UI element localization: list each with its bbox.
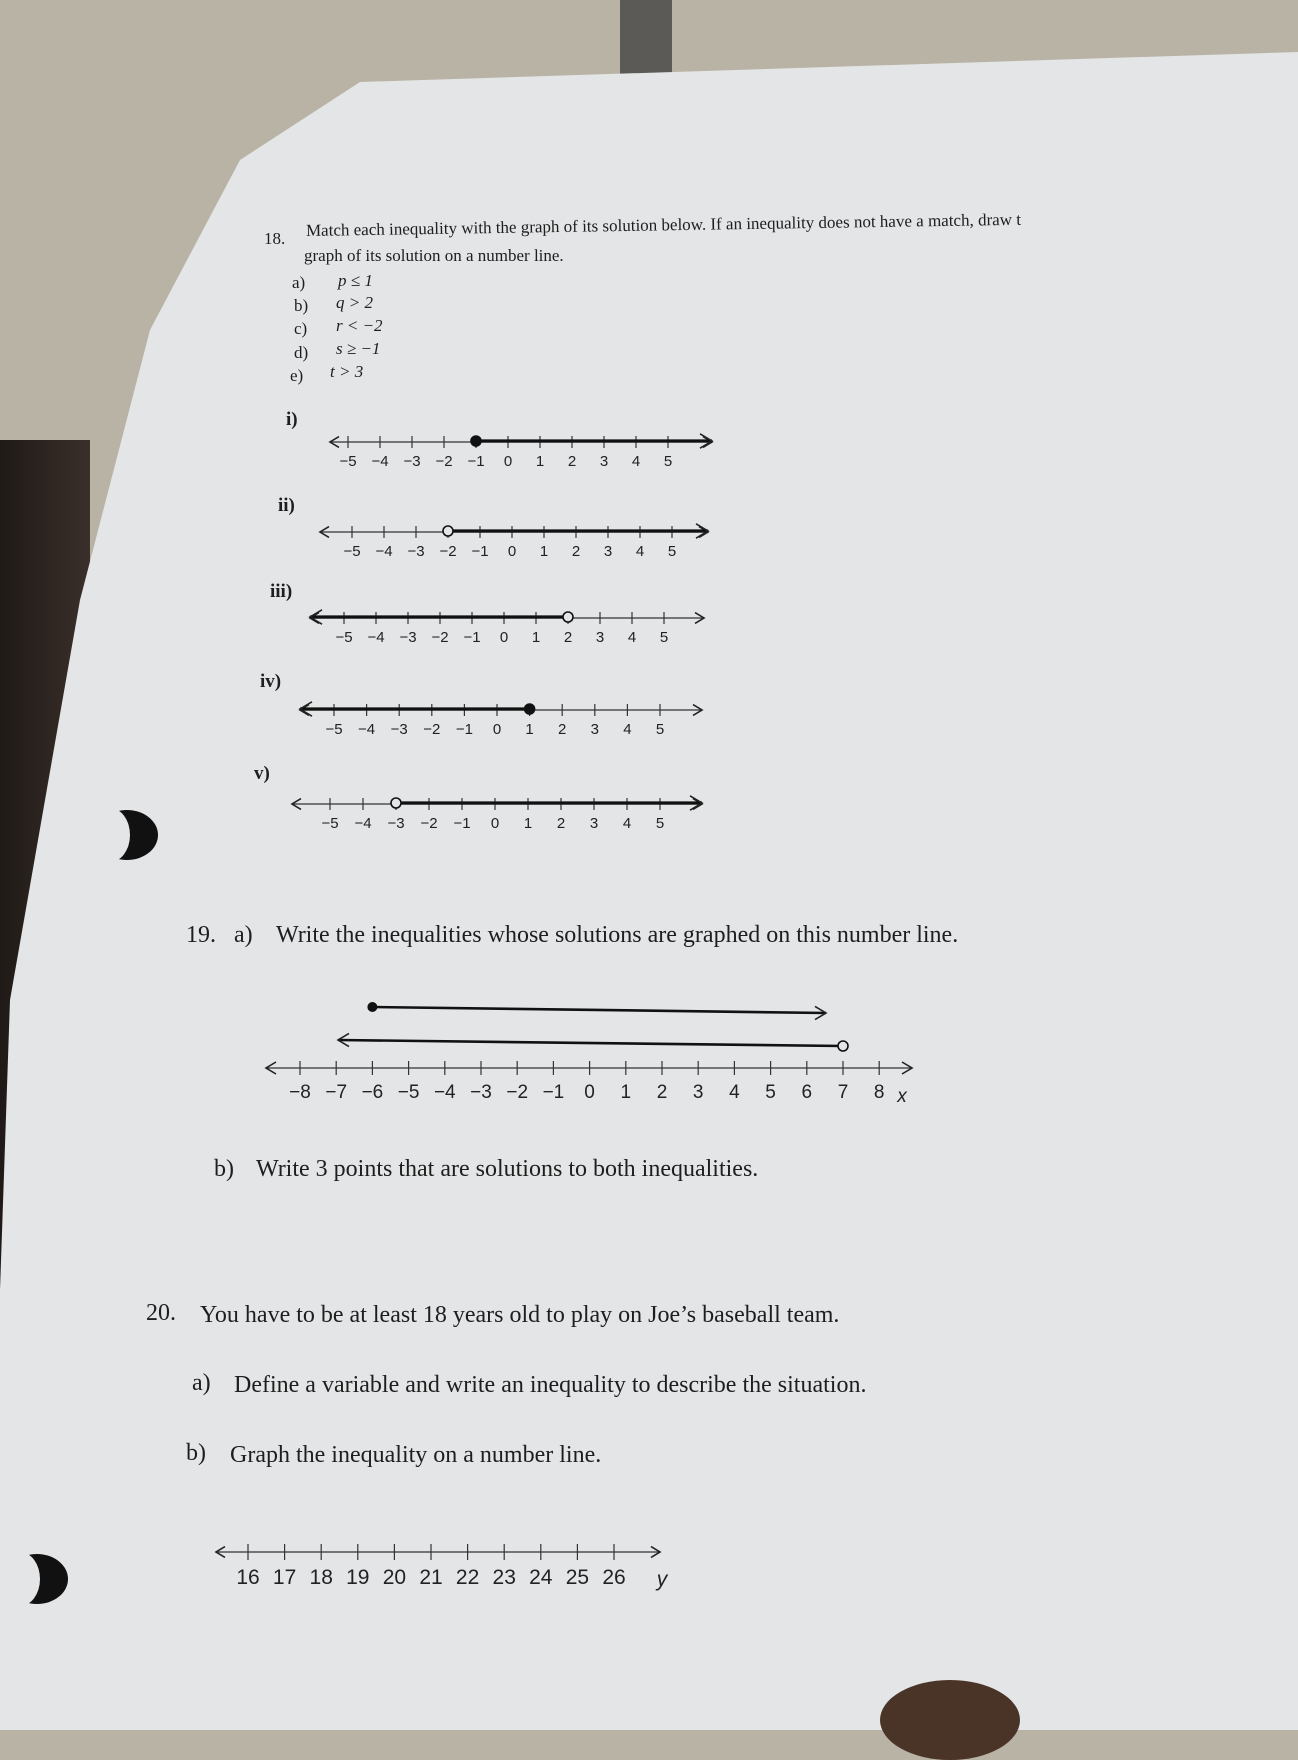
tick-label: 1 [535, 453, 545, 470]
tick-label: −5 [397, 1082, 420, 1103]
tick-label: 4 [623, 721, 632, 738]
tick-label: 3 [603, 543, 613, 560]
binder-hole-bottom [6, 1554, 68, 1604]
axis-variable: x [897, 1086, 907, 1107]
tick-label: 5 [655, 721, 665, 738]
tick-label: −3 [407, 543, 425, 560]
tick-label: 1 [531, 629, 541, 646]
tick-label: 1 [539, 543, 549, 560]
tick-label: −5 [325, 721, 343, 738]
tick-label: 0 [507, 543, 517, 560]
tick-label: −2 [439, 543, 457, 560]
q20-part-a-text: Define a variable and write an inequality to describe the situation. [234, 1372, 867, 1398]
item-expression: r < −2 [336, 316, 383, 335]
tick-label: 0 [490, 815, 500, 832]
graph-label-iii: iii) [270, 581, 293, 602]
item-label: e) [290, 366, 304, 385]
tick-label: −2 [506, 1082, 529, 1103]
number-line-iv [0, 688, 760, 748]
tick-label: 6 [801, 1082, 813, 1103]
tick-label: −4 [433, 1082, 456, 1103]
tick-label: −2 [431, 629, 449, 646]
tick-label: 22 [455, 1566, 480, 1589]
tick-label: 2 [563, 629, 573, 646]
tick-label: −4 [354, 815, 372, 832]
tick-label: −1 [453, 815, 471, 832]
tick-label: 2 [567, 453, 577, 470]
tick-label: 3 [589, 815, 599, 832]
q19-part-b-text: Write 3 points that are solutions to both inequalities. [256, 1156, 759, 1182]
q19-part-b-label: b) [214, 1156, 234, 1182]
tick-label: 5 [667, 543, 677, 560]
binder-hole-top [96, 810, 158, 860]
tick-label: 16 [236, 1566, 260, 1589]
tick-label: 3 [692, 1082, 704, 1103]
tick-label: −5 [321, 815, 339, 832]
tick-label: 24 [529, 1566, 553, 1589]
q18-number: 18. [264, 229, 286, 248]
q18-prompt-line2: graph of its solution on a number line. [304, 246, 564, 265]
tick-label: 4 [729, 1082, 740, 1103]
tick-label: 2 [656, 1082, 668, 1103]
tick-label: 8 [873, 1082, 885, 1103]
tick-label: 7 [837, 1082, 849, 1103]
q20-number: 20. [146, 1300, 176, 1326]
tick-label: −1 [455, 721, 473, 738]
tick-label: −5 [343, 543, 361, 560]
tick-label: 4 [627, 629, 637, 646]
item-label: b) [294, 296, 309, 315]
open-point [443, 526, 453, 536]
closed-point [367, 1002, 377, 1012]
tick-label: 2 [571, 543, 581, 560]
tick-label: −2 [420, 815, 438, 832]
tick-label: 0 [584, 1082, 595, 1103]
item-expression: q > 2 [336, 293, 373, 312]
item-label: a) [292, 273, 306, 292]
graph-label-iv: iv) [260, 671, 282, 692]
tick-label: −3 [387, 815, 405, 832]
tick-label: −1 [542, 1082, 565, 1103]
closed-point [471, 436, 481, 446]
number-line-ii [0, 510, 760, 570]
number-line-iii [0, 596, 760, 656]
tick-label: 5 [663, 453, 673, 470]
tick-label: 0 [503, 453, 513, 470]
tick-label: −1 [471, 543, 489, 560]
tick-label: −4 [367, 629, 385, 646]
tick-label: 1 [620, 1082, 632, 1103]
item-expression: t > 3 [330, 362, 364, 381]
graph-label-v: v) [254, 763, 270, 784]
closed-point [525, 704, 535, 714]
tick-label: −3 [399, 629, 417, 646]
q20-part-b-text: Graph the inequality on a number line. [230, 1442, 602, 1468]
tick-label: −5 [335, 629, 353, 646]
tick-label: −3 [390, 721, 408, 738]
tick-label: 20 [382, 1566, 407, 1589]
item-expression: s ≥ −1 [336, 339, 381, 358]
item-expression: p ≤ 1 [338, 271, 373, 290]
tick-label: 2 [558, 721, 567, 738]
tick-label: −6 [361, 1082, 384, 1103]
number-line-q19 [0, 990, 960, 1110]
tick-label: 1 [525, 721, 534, 738]
tick-label: −4 [371, 453, 389, 470]
tick-label: −8 [289, 1082, 311, 1103]
tick-label: −2 [435, 453, 453, 470]
item-label: c) [294, 319, 308, 338]
tick-label: 23 [492, 1566, 516, 1589]
open-point [563, 612, 573, 622]
item-label: d) [294, 343, 309, 362]
tick-label: −1 [463, 629, 481, 646]
tick-label: 21 [419, 1566, 443, 1589]
tick-label: −7 [325, 1082, 348, 1103]
tick-label: −3 [403, 453, 421, 470]
tick-label: 4 [635, 543, 645, 560]
tick-label: −3 [470, 1082, 492, 1103]
tick-label: 19 [346, 1566, 370, 1589]
graph-label-i: i) [286, 409, 298, 430]
q18-prompt-line1: Match each inequality with the graph of its solution below. If an inequality does not have a match, draw t [305, 209, 1022, 240]
tick-label: 0 [492, 721, 502, 738]
q19-number: 19. [186, 922, 216, 948]
tick-label: 3 [599, 453, 609, 470]
tick-label: 1 [523, 815, 533, 832]
solution-ray [372, 1007, 826, 1013]
tick-label: 18 [309, 1566, 333, 1589]
q20-prompt: You have to be at least 18 years old to play on Joe’s baseball team. [200, 1302, 840, 1328]
tick-label: 3 [590, 721, 599, 738]
tick-label: −5 [339, 453, 357, 470]
tick-label: 4 [622, 815, 632, 832]
tick-label: 3 [595, 629, 605, 646]
tick-label: 2 [556, 815, 566, 832]
axis-variable: y [656, 1568, 668, 1591]
tick-label: −4 [375, 543, 393, 560]
q20-part-b-label: b) [186, 1440, 206, 1466]
q19-part-a-text: Write the inequalities whose solutions are graphed on this number line. [276, 922, 959, 948]
background-finger [880, 1680, 1020, 1760]
tick-label: 4 [631, 453, 641, 470]
tick-label: −4 [358, 721, 376, 738]
tick-label: −2 [423, 721, 441, 738]
tick-label: 0 [499, 629, 509, 646]
number-line-i [0, 420, 760, 480]
tick-label: 26 [602, 1566, 626, 1589]
tick-label: 25 [565, 1566, 590, 1589]
q20-part-a-label: a) [192, 1370, 211, 1396]
solution-ray [338, 1040, 843, 1046]
tick-label: 5 [659, 629, 669, 646]
q19-part-a-label: a) [234, 922, 253, 948]
tick-label: 17 [272, 1566, 297, 1589]
number-line-q20 [0, 1530, 720, 1600]
open-point [391, 798, 401, 808]
tick-label: 5 [655, 815, 665, 832]
tick-label: 5 [765, 1082, 776, 1103]
tick-label: −1 [467, 453, 485, 470]
graph-label-ii: ii) [278, 495, 295, 516]
open-point [838, 1041, 848, 1051]
